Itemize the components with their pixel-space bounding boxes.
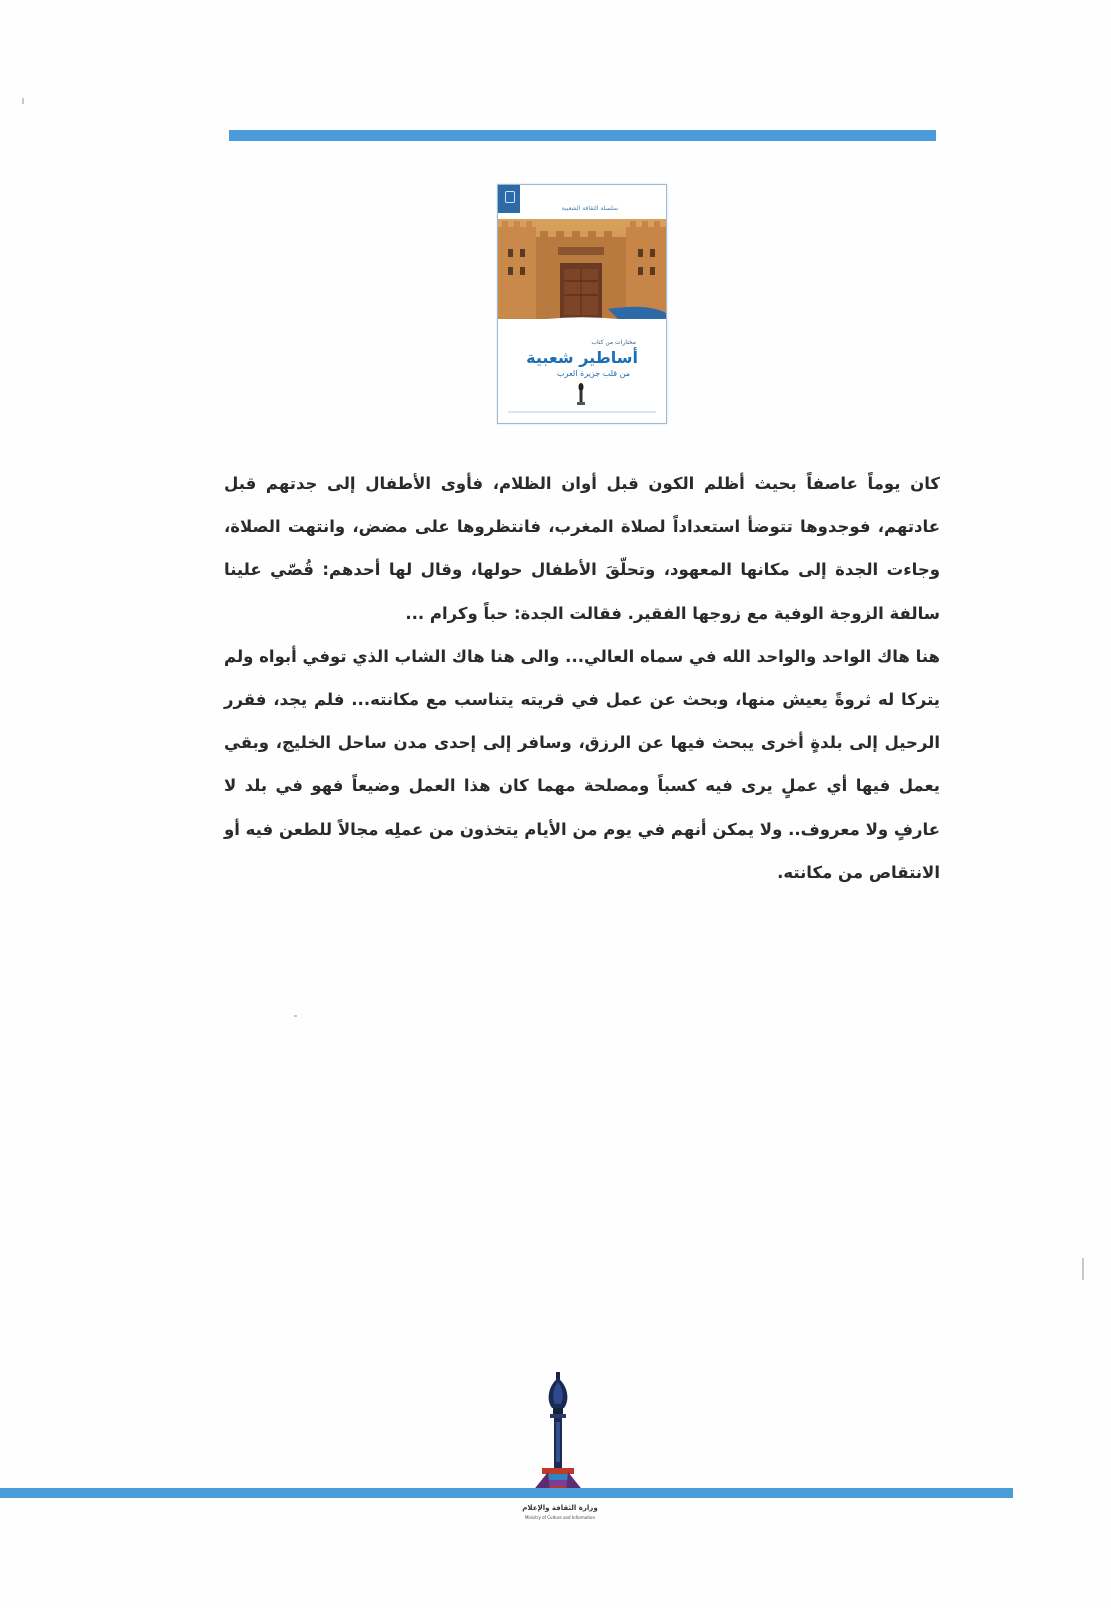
tower-emblem-icon — [576, 381, 586, 407]
book-cover-image — [497, 184, 667, 424]
scan-speck — [1082, 1258, 1084, 1280]
top-accent-bar — [229, 130, 936, 141]
story-text — [224, 462, 940, 894]
scan-speck — [22, 98, 24, 104]
ministry-name-english: Ministry of Culture and Information — [524, 1515, 596, 1520]
cover-excerpt-label: مختارات من كتاب — [591, 339, 636, 346]
cover-title: أساطير شعبية — [526, 348, 638, 367]
cover-subtitle: من قلب جزيرة العرب — [557, 369, 630, 378]
scan-speck — [294, 1015, 297, 1017]
cover-series-label: سلسلة الثقافة الشعبية — [561, 205, 618, 212]
publisher-logo-icon — [498, 185, 520, 213]
cover-footer-line — [508, 411, 656, 413]
ministry-name-arabic: وزارة الثقافة والإعلام — [522, 1504, 598, 1512]
cover-header-strip — [498, 185, 666, 217]
bottom-accent-bar — [0, 1488, 1013, 1498]
paragraph: هنا هاك الواحد والواحد الله في سماه العالي... والى هنا هاك الشاب الذي توفي أبواه ولم يتركا له ثروةً يعيش منها، وبحث عن عمل في قريته يتناسب مع مكانته... فلم يجد، فقرر الرحيل إلى بلدةٍ أخرى يبحث فيها عن الرزق، وسافر إلى إحدى مدن ساحل الخليج، وبقي يعمل فيها أي عملٍ يرى فيه كسباً ومصلحة مهما كان هذا العمل وضيعاً فهو في بلد لا عارفٍ ولا معروف.. ولا يمكن أنهم في يوم من الأيام يتخذون من عملِه مجالاً للطعن فيه أو الانتقاص من مكانته. — [224, 646, 940, 882]
fort-gate-photo — [498, 219, 666, 319]
ministry-tower-logo-icon — [528, 1372, 588, 1502]
paragraph: كان يوماً عاصفاً بحيث أظلم الكون قبل أوان الظلام، فأوى الأطفال إلى جدتهم قبل عادتهم، فوجدوها تتوضأ استعداداً لصلاة المغرب، فانتظروها على مضض، وانتهت الصلاة، وجاءت الجدة إلى مكانها المعهود، وتحلّقَ الأطفال حولها، وقال لها أحدهم: قُصّي علينا سالفة الزوجة الوفية مع زوجها الفقير. فقالت الجدة: حباً وكرام ... — [224, 474, 940, 623]
